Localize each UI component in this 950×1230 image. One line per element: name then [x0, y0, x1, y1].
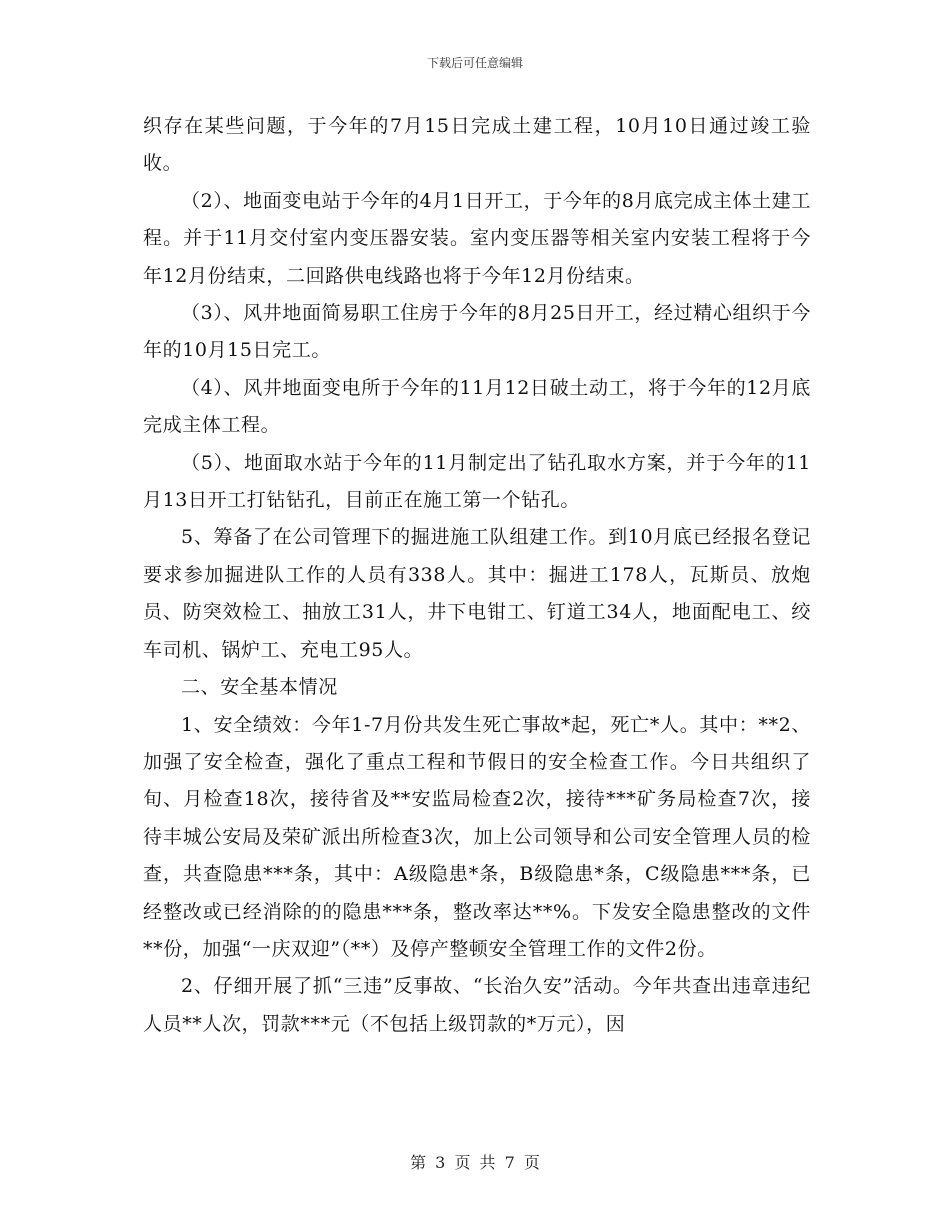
paragraph-item-4-shaft-substation: （4）、风井地面变电所于今年的11月12日破土动工，将于今年的12月底完成主体工程。: [143, 376, 811, 437]
paragraph-safety-performance: 1、安全绩效：今年1-7月份共发生死亡事故*起，死亡*人。其中：**2、加强了安全检查，强化了重点工程和节假日的安全检查工作。今日共组织了旬、月检查18次，接待省及**安监局检查2次，接待***矿务局检查7次，接待丰城公安局及荣矿派出所检查3次，加上公司领导和公司安全管理人员的检查，共查隐患***条，其中：A级隐患*条，B级隐患*条，C级隐患***条，已经整改或已经消除的的隐患***条，整改率达**%。下发安全隐患整改的文件**份，加强“一庆双迎”（**）及停产整顿安全管理工作的文件2份。: [143, 713, 811, 960]
paragraph-three-violations: 2、仔细开展了抓“三违”反事故、“长治久安”活动。今年共查出违章违纪人员**人次，罚款***元（不包括上级罚款的*万元），因: [143, 975, 811, 1035]
section-heading-safety: 二、安全基本情况: [181, 676, 338, 699]
paragraph-item-5-water-station: （5）、地面取水站于今年的11月制定出了钻孔取水方案，并于今年的11月13日开工打钻钻孔，目前正在施工第一个钻孔。: [143, 451, 811, 512]
paragraph-section-5-team-setup: 5、筹备了在公司管理下的掘进施工队组建工作。到10月底已经报名登记要求参加掘进队工作的人员有338人。其中：掘进工178人，瓦斯员、放炮员、防突效检工、抽放工31人，井下电钳工、钉道工34人，地面配电工、绞车司机、锅炉工、充电工95人。: [143, 526, 811, 661]
page-header-note: 下载后可任意编辑: [426, 56, 523, 70]
page-number: 第 3 页 共 7 页: [410, 1153, 540, 1172]
document-body: [143, 108, 811, 1043]
paragraph-item-3-staff-housing: （3）、风井地面简易职工住房于今年的8月25日开工，经过精心组织于今年的10月15日完工。: [143, 302, 811, 362]
paragraph-item-2-substation: （2）、地面变电站于今年的4月1日开工，于今年的8月底完成主体土建工程。并于11月交付室内变压器安装。室内变压器等相关室内安装工程将于今年12月份结束，二回路供电线路也将于今年12月份结束。: [143, 189, 811, 287]
paragraph-continued-civil-works: 织存在某些问题，于今年的7月15日完成土建工程，10月10日通过竣工验收。: [143, 115, 811, 175]
